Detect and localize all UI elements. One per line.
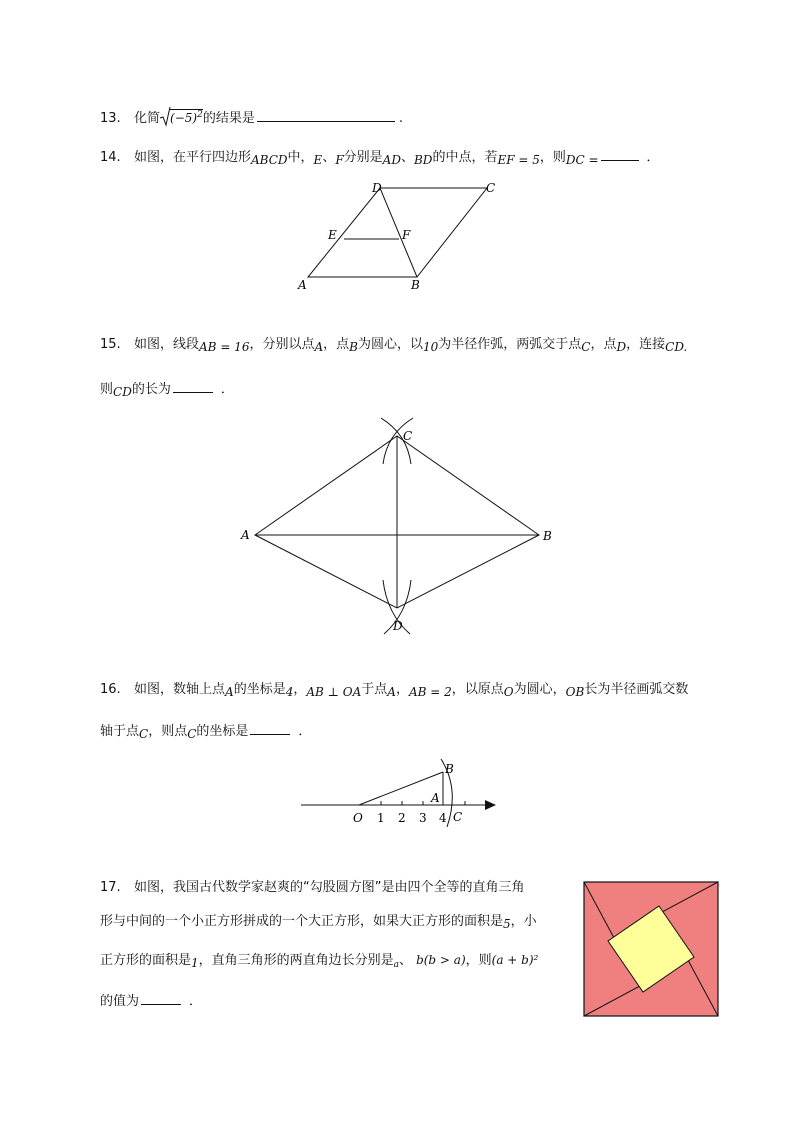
question-text: 、 xyxy=(400,150,414,165)
period: ． xyxy=(220,382,234,397)
label-c: C xyxy=(453,810,463,824)
label-c: C xyxy=(403,429,413,443)
question-17-line-3 xyxy=(100,951,538,971)
math: (a + b)² xyxy=(491,953,539,967)
question-text: 的坐标是 xyxy=(196,724,249,739)
question-text: 于点 xyxy=(361,682,388,697)
question-13 xyxy=(100,106,403,128)
question-16 xyxy=(100,680,688,699)
question-text: 的值为 xyxy=(100,994,140,1009)
question-text: 为圆心， xyxy=(513,682,566,697)
question-15-line-2 xyxy=(100,380,234,399)
period: ． xyxy=(298,724,312,739)
tick-label-3: 3 xyxy=(419,811,427,825)
question-17-line-2 xyxy=(100,912,537,931)
label-d: D xyxy=(393,619,403,633)
question-number: 16. xyxy=(100,682,121,697)
label-a: A xyxy=(431,791,440,805)
question-text: 如图，我国古代数学家赵爽的“勾股圆方图”是由四个全等的直角三角 xyxy=(134,880,525,895)
question-14 xyxy=(100,148,660,167)
question-text: ， xyxy=(395,682,409,697)
question-text: ，点 xyxy=(590,337,617,352)
tick-label-2: 2 xyxy=(398,811,406,825)
label-b: B xyxy=(543,529,552,543)
question-number: 17. xyxy=(100,880,121,895)
exponent: 2 xyxy=(197,110,203,120)
math: BD xyxy=(413,153,433,167)
period: ． xyxy=(646,150,660,165)
number-line-figure xyxy=(295,755,505,830)
question-text: 化简 xyxy=(134,111,161,126)
label-c: C xyxy=(486,181,496,195)
question-text: 中， xyxy=(287,150,314,165)
question-17 xyxy=(100,879,524,897)
question-text: 为半径作弧，两弧交于点 xyxy=(438,337,582,352)
math: ABCD xyxy=(251,153,288,167)
question-number: 13. xyxy=(100,111,121,126)
math: a xyxy=(393,960,400,970)
label-b: B xyxy=(445,762,454,776)
answer-blank[interactable] xyxy=(141,992,181,1005)
radicand-base: (−5) xyxy=(170,111,198,125)
question-text: ，点 xyxy=(323,337,350,352)
question-text: ，以原点 xyxy=(451,682,504,697)
label-e: E xyxy=(328,228,337,242)
answer-blank[interactable] xyxy=(601,148,639,161)
math: C xyxy=(581,340,591,354)
math: F xyxy=(335,153,344,167)
label-o: O xyxy=(353,811,363,825)
question-text: ，则点 xyxy=(148,724,188,739)
math: A xyxy=(387,685,396,699)
question-text: 为圆心，以 xyxy=(357,337,423,352)
question-16-line-2 xyxy=(100,722,311,741)
question-number: 15. xyxy=(100,337,121,352)
question-text: 如图，线段 xyxy=(134,337,200,352)
period: ． xyxy=(189,994,203,1009)
math: 10 xyxy=(423,340,439,354)
label-a: A xyxy=(241,528,250,542)
question-text: 正方形的面积是 xyxy=(100,953,192,968)
question-text: ，连接 xyxy=(626,337,666,352)
label-d: D xyxy=(372,181,382,195)
answer-blank[interactable] xyxy=(257,109,395,122)
question-text: ，分别以点 xyxy=(249,337,315,352)
tick-label-4: 4 xyxy=(439,811,447,825)
question-text: 的结果是 xyxy=(202,111,255,126)
math: A xyxy=(225,685,234,699)
math: A xyxy=(314,340,324,354)
question-number: 14. xyxy=(100,150,121,165)
tick-label-1: 1 xyxy=(377,811,385,825)
question-text: ，小 xyxy=(510,914,537,929)
math: D xyxy=(616,340,627,354)
period: . xyxy=(398,111,403,126)
math: CD xyxy=(113,385,132,399)
radicand xyxy=(170,109,203,125)
question-text: 、 xyxy=(322,150,336,165)
math: b(b > a) xyxy=(416,953,466,967)
question-text: 形与中间的一个小正方形拼成的一个大正方形，如果大正方形的面积是 xyxy=(100,914,504,929)
question-text: 分别是 xyxy=(343,150,383,165)
math: AB ⊥ OA xyxy=(306,685,362,699)
question-text: 长为半径画弧交数 xyxy=(584,682,689,697)
question-text: 的中点，若 xyxy=(432,150,498,165)
question-text: ， xyxy=(293,682,307,697)
question-text: 、 xyxy=(399,953,413,968)
math: AB = 16 xyxy=(199,340,250,354)
question-17-line-4 xyxy=(100,992,202,1011)
label-f: F xyxy=(402,228,411,242)
math: AB = 2 xyxy=(408,685,452,699)
math: C xyxy=(187,727,197,741)
axis-arrow xyxy=(485,800,496,810)
math: 1 xyxy=(191,956,199,970)
rhombus-figure xyxy=(235,412,565,642)
parallelogram-figure xyxy=(290,178,510,298)
math: C xyxy=(139,727,149,741)
question-text: 则 xyxy=(100,382,114,397)
math: DC = xyxy=(565,153,599,167)
label-b: B xyxy=(411,278,420,292)
diagonal-bd xyxy=(380,188,417,277)
math: O xyxy=(503,685,514,699)
question-text: 的坐标是 xyxy=(233,682,286,697)
question-text: 轴于点 xyxy=(100,724,140,739)
math: B xyxy=(349,340,358,354)
question-15 xyxy=(100,335,687,354)
pythagoras-square-figure xyxy=(583,881,721,1019)
answer-blank[interactable] xyxy=(250,722,290,735)
math: 4 xyxy=(285,685,294,699)
math: OB xyxy=(565,685,585,699)
math: CD. xyxy=(665,340,688,354)
math: AD xyxy=(382,153,401,167)
question-text: ，直角三角形的两直角边长分别是 xyxy=(198,953,394,968)
question-text: 的长为 xyxy=(131,382,171,397)
question-text: 如图，在平行四边形 xyxy=(134,150,252,165)
question-text: ，则 xyxy=(539,150,566,165)
math: EF = 5 xyxy=(497,153,540,167)
sqrt-sign xyxy=(160,107,170,127)
label-a: A xyxy=(298,278,307,292)
question-text: ，则 xyxy=(465,953,492,968)
math: 5 xyxy=(503,917,511,931)
math: E xyxy=(313,153,323,167)
answer-blank[interactable] xyxy=(173,380,213,393)
question-text: 如图，数轴上点 xyxy=(134,682,226,697)
